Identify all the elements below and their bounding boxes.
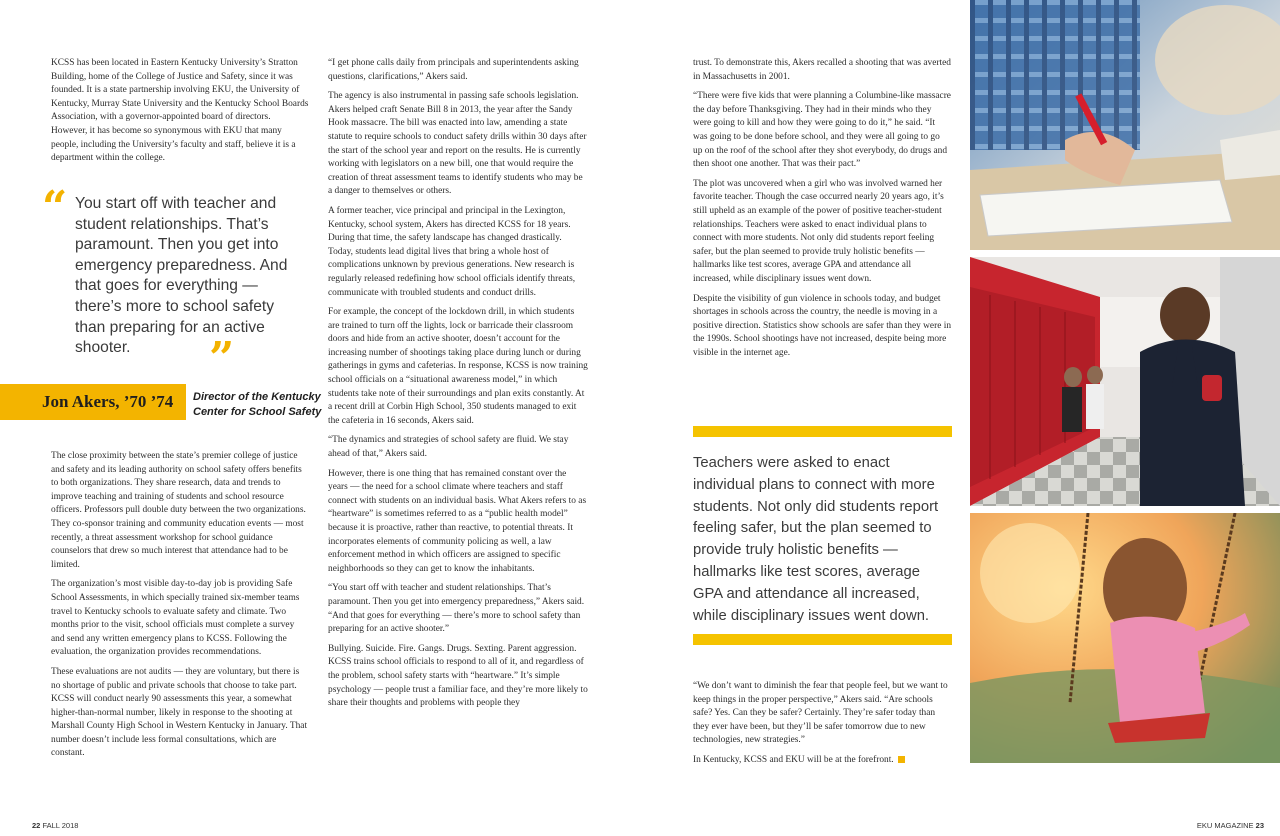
- paragraph: Despite the visibility of gun violence in schools today, and budget shortages in schools across the country, the needle is moving in a positive direction. Statistics show schools are safer than they were in the 1990s. School shootings have not increased, despite being more visible in the internet age.: [693, 293, 952, 358]
- attribution-name-bar: [0, 384, 186, 420]
- paragraph: “The dynamics and strategies of school safety are fluid. We stay ahead of that,” Akers said.: [328, 435, 569, 460]
- attribution-role: Director of the Kentucky Center for School Safety: [193, 391, 322, 418]
- pull-quote-text: You start off with teacher and student relationships. That’s paramount. Then you get into emergency preparedness. And that goes for everything — there’s more to school safety than preparing for an active shooter.: [75, 195, 288, 357]
- paragraph: The plot was uncovered when a girl who was involved warned her favorite teacher. Though the case occurred nearly 20 years ago, it’s still upheld as an example of the power of positive teacher-student relationships. Teachers were asked to enact individual plans to connect with more students. Not only did students report feeling safer, but the plan seemed to provide truly holistic benefits — hallmarks like test scores, average GPA and attendance all increased, while disciplinary issues went down.: [693, 178, 944, 284]
- article-column-3-top: [693, 57, 951, 366]
- paragraph: The agency is also instrumental in passing safe schools legislation. Akers helped craft Senate Bill 8 in 2013, the year after the Sandy Hook massacre. The bill was enacted into law, amending a state statute to require schools to conduct safety drills within 30 days after the start of the school year and report on the results. He is currently working with legislators on a new bill, one that would require the creation of threat assessment teams to identify students who may be a danger to themselves or others.: [328, 91, 587, 197]
- students-writing-photo: [970, 0, 1280, 250]
- girl-on-swing-photo: [970, 513, 1280, 763]
- paragraph: trust. To demonstrate this, Akers recalled a shooting that was averted in Massachusetts in 2001.: [693, 58, 951, 82]
- paragraph: KCSS has been located in Eastern Kentucky University’s Stratton Building, home of the College of Justice and Safety, since it was founded. It is a state partnership involving EKU, the University of Kentucky, Murray State University and the Kentucky School Boards Association, with a governor-appointed board of directors. However, it has become so synonymous with EKU that many people, including the University’s faculty and staff, believe it is a department within the college.: [51, 58, 309, 164]
- closing-paragraph: [693, 754, 951, 768]
- paragraph: “There were five kids that were planning a Columbine-like massacre the day before Thanksgiving. They had in their minds who they were going to kill and how they were going to do it,” he said. “It was going to be done before school, and they were all going to go up on the roof of the school after they shot everybody, do drugs and then shoot one another. That was their pact.”: [693, 91, 951, 170]
- article-column-1-bottom: [51, 450, 309, 767]
- paragraph: “We don’t want to diminish the fear that people feel, but we want to keep things in the proper perspective,” Akers said. “Are schools safe? Yes. Can they be safer? Certainly. They’re safer today than they ever have been, but they’ll be safer tomorrow due to new technologies, new strategies.”: [693, 681, 948, 746]
- footer-left: [32, 821, 78, 830]
- closing-text: In Kentucky, KCSS and EKU will be at the forefront.: [693, 754, 894, 765]
- article-column-2: [328, 57, 588, 717]
- pull-quote-top-rule: [693, 426, 952, 437]
- pull-quote-bottom-rule: [693, 634, 952, 645]
- paragraph: A former teacher, vice principal and principal in the Lexington, Kentucky, school system, Akers has directed KCSS for 18 years. During that time, the safety landscape has changed drastically. Today, students lead digital lives that bring a whole host of complications unknown by previous generations. New research is regularly released redefining how school officials identify threats, communicate with troubled students and conduct drills.: [328, 205, 576, 298]
- students-writing-illustration: [970, 0, 1280, 250]
- paragraph: These evaluations are not audits — they are voluntary, but there is no shortage of public and private schools that choose to take part. KCSS will conduct nearly 90 assessments this year, a somewhat higher-than-normal number, likely in response to the shooting at Marshall County High School in Western Kentucky in January. That number doesn’t include less formal consultations, which are constant.: [51, 666, 308, 759]
- paragraph: “You start off with teacher and student relationships. That’s paramount. Then you get into emergency preparedness,” Akers said. “And that goes for everything — there’s more to school safety than preparing for an active shooter.”: [328, 583, 585, 635]
- police-officer-hallway-photo: [970, 257, 1280, 506]
- hallway-illustration: [970, 257, 1280, 506]
- paragraph: Bullying. Suicide. Fire. Gangs. Drugs. Sexting. Parent aggression. KCSS trains school officials to respond to all of it, and regardless of the problem, school safety starts with “heartware.” It’s simple psychology — people trust a familiar face, and they’re more likely to share their thoughts and problems with people they: [328, 643, 588, 709]
- article-column-3-bottom: [693, 680, 951, 774]
- close-quote-icon: ”: [209, 333, 235, 384]
- paragraph: “I get phone calls daily from principals and superintendents asking questions, clarifications,” Akers said.: [328, 58, 579, 82]
- swing-illustration: [970, 513, 1280, 763]
- paragraph: The close proximity between the state’s premier college of justice and safety and its leading authority on school safety offers benefits to both organizations. They share research, data and trends to improve teaching and training of students and school resource officers. Professors pull double duty between the two organizations. They co-sponsor training and community education events — most recently, a threat assessment workshop for school guidance counselors that drew so much interest that attendance had to be limited.: [51, 451, 306, 570]
- issue-label: FALL 2018: [42, 821, 79, 830]
- paragraph: However, there is one thing that has remained constant over the years — the need for a school climate where teachers and staff connect with students on an individual basis. What Akers refers to as “heartware” is sometimes referred to as a “public health model” because it is proactive, rather than reactive, to potential threats. It incorporates elements of community policing as well, a law enforcement method in which officers are assigned to specific neighborhoods so they can get to know the inhabitants.: [328, 468, 587, 574]
- footer-right: [1197, 821, 1264, 830]
- paragraph: For example, the concept of the lockdown drill, in which students are trained to turn off the lights, lock or barricade their classroom doors and hide from an active shooter, doesn’t account for the increasing number of shootings taking place during lunch or during gatherings in gyms and cafeterias. In response, KCSS is now training school officials on a “situational awareness model,” in which students take note of their surroundings and plan exits constantly. At a recent drill at Corbin High School, 350 students managed to exit the cafeteria in 16 seconds, Akers said.: [328, 307, 588, 426]
- article-column-1-top: [51, 57, 309, 172]
- open-quote-icon: “: [42, 182, 68, 233]
- page-number-right: 23: [1255, 821, 1264, 830]
- page-number-left: 22: [32, 821, 41, 830]
- end-mark-icon: [898, 756, 905, 763]
- pull-quote-2: Teachers were asked to enact individual plans to connect with more students. Not only did students report feeling safer, but the plan seemed to provide truly holistic benefits — hallmarks like test scores, average GPA and attendance all increased, while disciplinary issues went down.: [693, 455, 939, 624]
- paragraph: The organization’s most visible day-to-day job is providing Safe School Assessments, in which specially trained six-member teams travel to Kentucky schools to evaluate safety and climate. Two months prior to the visit, school officials must complete a survey and send any written emergency plans to KCSS. Following the evaluation, the organization provides recommendations.: [51, 579, 300, 658]
- magazine-title: EKU MAGAZINE: [1196, 821, 1254, 830]
- attribution-name: Jon Akers, ’70 ’74: [42, 392, 174, 411]
